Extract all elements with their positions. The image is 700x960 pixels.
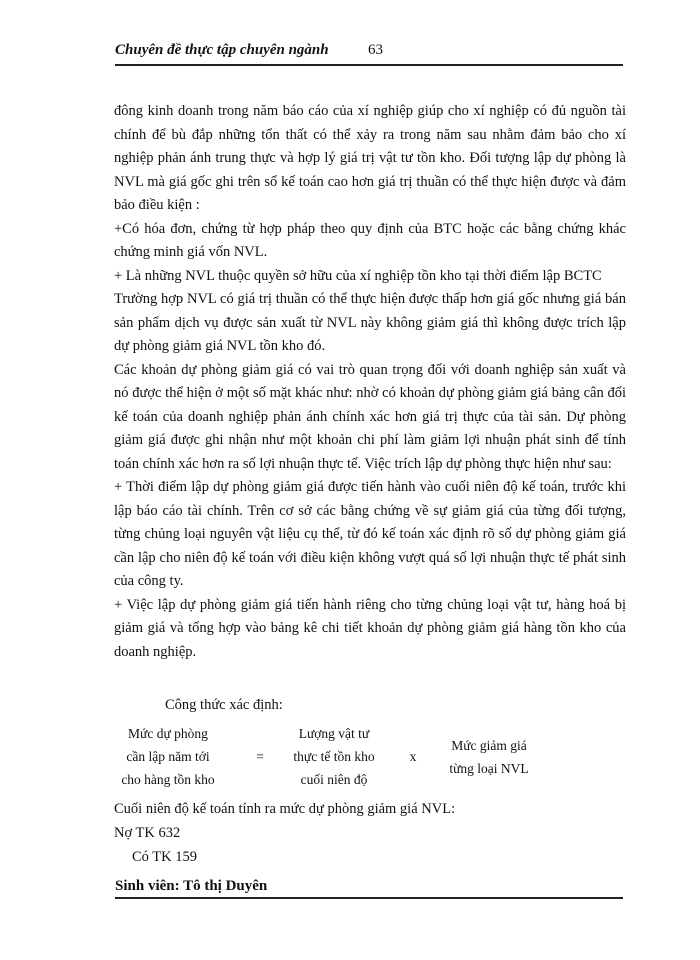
formula-middle-term [279, 722, 389, 791]
student-name: Sinh viên: Tô thị Duyên [115, 878, 268, 894]
equals-sign: = [256, 749, 264, 764]
paragraph: +Có hóa đơn, chứng từ hợp pháp theo quy định của BTC hoặc các bằng chứng khác chứng minh giá vốn NVL. [114, 220, 626, 260]
formula-line: cho hàng tồn kho [121, 772, 215, 787]
formula-line: cuối niên độ [300, 772, 368, 787]
body-text [114, 100, 626, 664]
closing-entries [114, 797, 455, 869]
formula-line: Lượng vật tư [298, 726, 370, 741]
multiply-sign: x [409, 749, 417, 764]
formula-line: Mức giảm giá [451, 738, 527, 753]
formula-right-term [434, 734, 544, 780]
header-title: Chuyên đề thực tập chuyên ngành [115, 42, 329, 58]
paragraph: Các khoản dự phòng giảm giá có vai trò quan trọng đối với doanh nghiệp sản xuất và nó được thể hiện ở một số mặt khác như: nhờ có khoản dự phòng giảm giá bảng cân đối kế toán của doanh nghiệp phản ánh chính xác hơn giá trị thực của tài sản. Dự phòng giảm giá được ghi nhận như một khoản chi phí làm giảm lợi nhuận phát sinh để tính toán chính xác hơn ra số lợi nhuận thực tế. Việc trích lập dự phòng thực hiện như sau: [114, 361, 626, 472]
formula-intro: Công thức xác định: [165, 697, 283, 713]
paragraph: + Là những NVL thuộc quyền sở hữu của xí nghiệp tồn kho tại thời điểm lập BCTC [114, 267, 602, 284]
page-footer [115, 876, 623, 899]
paragraph: + Việc lập dự phòng giảm giá tiến hành riêng cho từng chủng loại vật tư, hàng hoá bị giảm giá và tổng hợp vào bảng kê chi tiết khoản dự phòng giảm giá hàng tồn kho của doanh nghiệp. [114, 596, 626, 660]
credit-entry: Có TK 159 [132, 849, 197, 865]
formula-line: thực tế tồn kho [293, 749, 375, 764]
formula-line: Mức dự phòng [128, 726, 208, 741]
page-header [115, 40, 623, 66]
formula-left-term [114, 722, 222, 791]
formula [114, 722, 634, 792]
paragraph: đông kinh doanh trong năm báo cáo của xí nghiệp giúp cho xí nghiệp có đủ nguồn tài chính để bù đắp những tổn thất có thể xảy ra trong năm sau nhằm đảm bảo cho xí nghiệp phản ánh trung thực và hợp lý giá trị vật tư tồn kho. Đối tượng lập dự phòng là NVL mà giá gốc ghi trên sổ kế toán cao hơn giá trị thuần có thể thực hiện được và đảm bảo điều kiện : [114, 103, 626, 213]
closing-line: Cuối niên độ kế toán tính ra mức dự phòng giảm giá NVL: [114, 801, 456, 817]
formula-line: từng loại NVL [449, 761, 529, 776]
formula-line: cần lập năm tới [126, 749, 210, 764]
page-number: 63 [368, 42, 383, 58]
paragraph: + Thời điểm lập dự phòng giảm giá được tiến hành vào cuối niên độ kế toán, trước khi lập báo cáo tài chính. Trên cơ sở các bằng chứng về sự giảm giá của từng đối tượng, từng chủng loại nguyên vật liệu cụ thể, từ đó kế toán xác định rõ số dự phòng giảm giá cần lập cho niên độ kế toán với điều kiện không vượt quá số lợi nhuận thực tế phát sinh của công ty. [114, 479, 626, 589]
paragraph: Trường hợp NVL có giá trị thuần có thể thực hiện được thấp hơn giá gốc nhưng giá bán sản phẩm dịch vụ được sản xuất từ NVL này không giảm giá thì không được trích lập dự phòng giảm giá NVL tồn kho đó. [114, 291, 626, 354]
debit-entry: Nợ TK 632 [114, 825, 181, 841]
